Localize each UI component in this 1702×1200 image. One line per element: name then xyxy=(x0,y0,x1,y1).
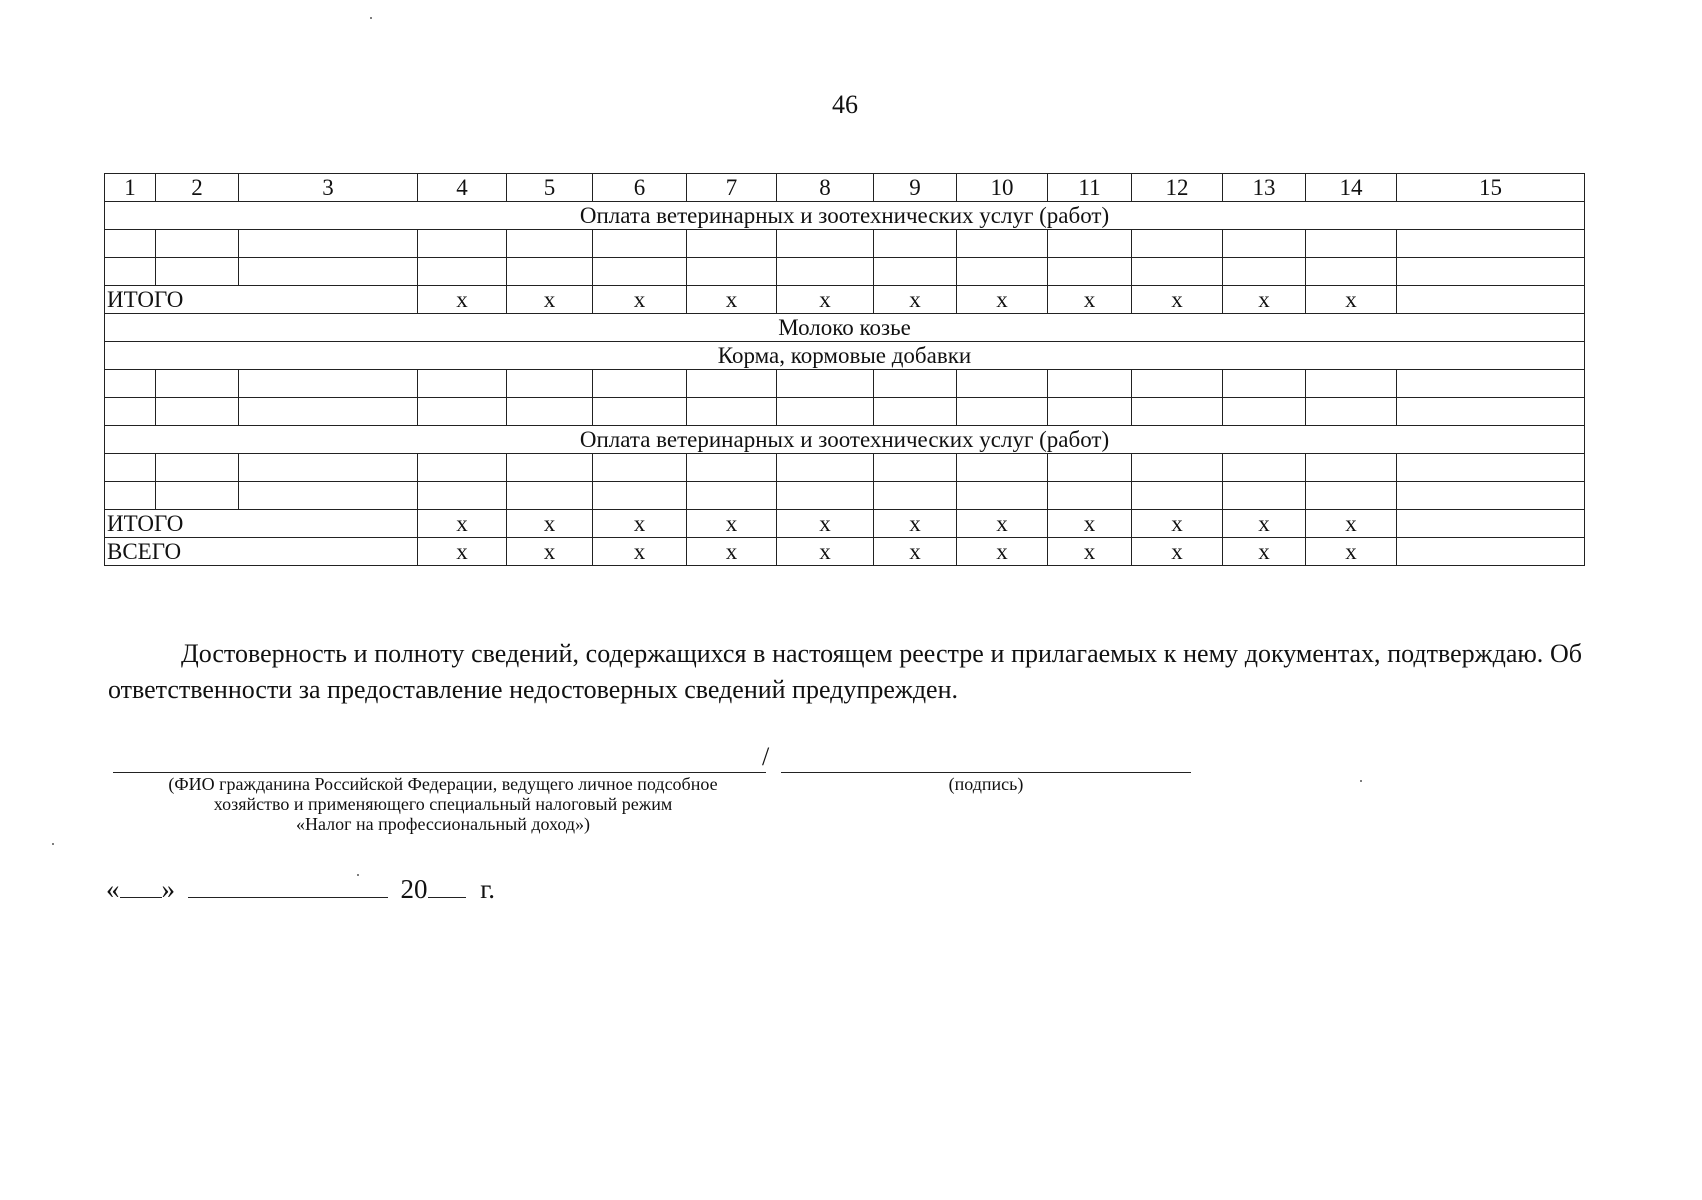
scan-speck xyxy=(357,874,359,876)
not-applicable-mark: х xyxy=(1306,510,1397,538)
empty-cell xyxy=(957,398,1048,426)
scan-speck xyxy=(370,17,372,19)
not-applicable-mark: х xyxy=(1048,286,1132,314)
empty-cell xyxy=(593,482,687,510)
empty-cell xyxy=(1397,370,1585,398)
section-heading-row xyxy=(105,314,1585,342)
empty-cell xyxy=(593,370,687,398)
empty-cell xyxy=(239,398,418,426)
empty-cell xyxy=(874,398,957,426)
empty-cell xyxy=(239,482,418,510)
empty-cell xyxy=(239,258,418,286)
empty-cell xyxy=(418,370,507,398)
column-number-cell: 1 xyxy=(105,174,156,202)
total-row xyxy=(105,538,1585,566)
empty-cell xyxy=(957,258,1048,286)
full-name-caption xyxy=(113,774,773,834)
column-number-cell: 8 xyxy=(777,174,874,202)
not-applicable-mark: х xyxy=(1132,538,1223,566)
not-applicable-mark: х xyxy=(777,510,874,538)
empty-cell xyxy=(593,258,687,286)
empty-cell xyxy=(1223,454,1306,482)
full-name-line xyxy=(113,772,766,773)
empty-cell xyxy=(239,454,418,482)
empty-cell xyxy=(156,258,239,286)
total-row xyxy=(105,286,1585,314)
empty-cell xyxy=(957,230,1048,258)
empty-cell xyxy=(1048,230,1132,258)
empty-cell xyxy=(1397,398,1585,426)
empty-cell xyxy=(957,370,1048,398)
empty-cell xyxy=(1223,482,1306,510)
empty-cell xyxy=(777,454,874,482)
empty-cell xyxy=(1397,538,1585,566)
empty-cell xyxy=(105,482,156,510)
year-blank xyxy=(428,877,466,898)
not-applicable-mark: х xyxy=(687,538,777,566)
empty-cell xyxy=(777,482,874,510)
date-close-quote: » xyxy=(161,874,175,904)
empty-cell xyxy=(1132,230,1223,258)
empty-data-row xyxy=(105,230,1585,258)
column-number-cell: 11 xyxy=(1048,174,1132,202)
not-applicable-mark: х xyxy=(1223,510,1306,538)
date-open-quote: « xyxy=(106,874,120,904)
month-blank xyxy=(188,877,388,898)
not-applicable-mark: х xyxy=(593,286,687,314)
not-applicable-mark: х xyxy=(957,538,1048,566)
empty-cell xyxy=(1397,286,1585,314)
empty-cell xyxy=(1132,258,1223,286)
scan-speck xyxy=(52,843,54,845)
section-heading-row xyxy=(105,426,1585,454)
certification-statement: Достоверность и полноту сведений, содержащихся в настоящем реестре и прилагаемых к нему документах, подтверждаю. Об ответственности за предоставление недостоверных сведений предупрежден. xyxy=(108,639,1582,704)
scan-speck xyxy=(1360,780,1362,782)
empty-cell xyxy=(1048,482,1132,510)
not-applicable-mark: х xyxy=(874,538,957,566)
column-number-cell: 2 xyxy=(156,174,239,202)
page-number: 46 xyxy=(832,90,858,119)
signature-separator: / xyxy=(762,742,770,771)
not-applicable-mark: х xyxy=(957,286,1048,314)
empty-cell xyxy=(1223,258,1306,286)
empty-cell xyxy=(507,230,593,258)
empty-cell xyxy=(1048,370,1132,398)
empty-data-row xyxy=(105,258,1585,286)
total-label: ВСЕГО xyxy=(105,538,418,566)
empty-cell xyxy=(687,398,777,426)
empty-cell xyxy=(105,258,156,286)
column-number-cell: 9 xyxy=(874,174,957,202)
empty-cell xyxy=(957,454,1048,482)
signature-line xyxy=(781,772,1191,773)
empty-cell xyxy=(874,230,957,258)
empty-cell xyxy=(1306,398,1397,426)
section-heading: Корма, кормовые добавки xyxy=(105,342,1585,370)
empty-cell xyxy=(156,370,239,398)
year-suffix: г. xyxy=(480,874,496,904)
empty-cell xyxy=(777,398,874,426)
empty-cell xyxy=(1397,454,1585,482)
not-applicable-mark: х xyxy=(507,538,593,566)
empty-cell xyxy=(507,454,593,482)
total-row xyxy=(105,510,1585,538)
empty-cell xyxy=(239,370,418,398)
not-applicable-mark: х xyxy=(687,510,777,538)
section-heading: Молоко козье xyxy=(105,314,1585,342)
empty-cell xyxy=(1223,370,1306,398)
not-applicable-mark: х xyxy=(593,538,687,566)
empty-cell xyxy=(156,454,239,482)
empty-cell xyxy=(1048,398,1132,426)
empty-cell xyxy=(874,258,957,286)
empty-cell xyxy=(874,370,957,398)
empty-cell xyxy=(687,258,777,286)
empty-cell xyxy=(1397,230,1585,258)
empty-cell xyxy=(593,454,687,482)
column-number-cell: 5 xyxy=(507,174,593,202)
empty-cell xyxy=(1223,230,1306,258)
column-number-cell: 15 xyxy=(1397,174,1585,202)
not-applicable-mark: х xyxy=(687,286,777,314)
not-applicable-mark: х xyxy=(957,510,1048,538)
empty-cell xyxy=(1048,454,1132,482)
empty-cell xyxy=(1306,454,1397,482)
empty-cell xyxy=(777,230,874,258)
empty-cell xyxy=(418,398,507,426)
empty-cell xyxy=(957,482,1048,510)
signature-caption: (подпись) xyxy=(948,774,1024,794)
not-applicable-mark: х xyxy=(874,286,957,314)
not-applicable-mark: х xyxy=(1306,538,1397,566)
not-applicable-mark: х xyxy=(593,510,687,538)
empty-data-row xyxy=(105,482,1585,510)
empty-cell xyxy=(1132,370,1223,398)
empty-cell xyxy=(105,454,156,482)
empty-cell xyxy=(1132,454,1223,482)
not-applicable-mark: х xyxy=(1223,286,1306,314)
empty-cell xyxy=(1397,482,1585,510)
full-name-caption-line: (ФИО гражданина Российской Федерации, ведущего личное подсобное xyxy=(168,774,718,794)
section-heading: Оплата ветеринарных и зоотехнических услуг (работ) xyxy=(105,426,1585,454)
empty-cell xyxy=(156,482,239,510)
not-applicable-mark: х xyxy=(507,286,593,314)
empty-cell xyxy=(105,370,156,398)
empty-cell xyxy=(239,230,418,258)
total-label: ИТОГО xyxy=(105,286,418,314)
total-label: ИТОГО xyxy=(105,510,418,538)
full-name-caption-line: хозяйство и применяющего специальный налоговый режим xyxy=(213,794,673,814)
full-name-caption-line: «Налог на профессиональный доход») xyxy=(296,814,590,834)
column-number-cell: 12 xyxy=(1132,174,1223,202)
registry-table xyxy=(104,173,1585,566)
empty-cell xyxy=(418,258,507,286)
empty-cell xyxy=(1048,258,1132,286)
empty-cell xyxy=(687,482,777,510)
not-applicable-mark: х xyxy=(1048,538,1132,566)
empty-cell xyxy=(874,454,957,482)
empty-cell xyxy=(777,370,874,398)
not-applicable-mark: х xyxy=(874,510,957,538)
empty-data-row xyxy=(105,398,1585,426)
section-heading-row xyxy=(105,342,1585,370)
empty-cell xyxy=(418,482,507,510)
not-applicable-mark: х xyxy=(418,286,507,314)
table-header-row xyxy=(105,174,1585,202)
empty-cell xyxy=(593,398,687,426)
column-number-cell: 14 xyxy=(1306,174,1397,202)
column-number-cell: 7 xyxy=(687,174,777,202)
column-number-cell: 10 xyxy=(957,174,1048,202)
not-applicable-mark: х xyxy=(1132,286,1223,314)
not-applicable-mark: х xyxy=(777,286,874,314)
empty-cell xyxy=(1223,398,1306,426)
empty-cell xyxy=(507,258,593,286)
empty-cell xyxy=(1397,258,1585,286)
column-number-cell: 4 xyxy=(418,174,507,202)
empty-cell xyxy=(1306,370,1397,398)
date-field xyxy=(106,874,495,905)
empty-cell xyxy=(507,398,593,426)
not-applicable-mark: х xyxy=(1223,538,1306,566)
empty-cell xyxy=(687,230,777,258)
empty-cell xyxy=(687,454,777,482)
empty-cell xyxy=(105,230,156,258)
not-applicable-mark: х xyxy=(507,510,593,538)
empty-cell xyxy=(1306,230,1397,258)
empty-cell xyxy=(1132,482,1223,510)
empty-cell xyxy=(156,230,239,258)
not-applicable-mark: х xyxy=(1306,286,1397,314)
empty-cell xyxy=(1306,258,1397,286)
empty-cell xyxy=(507,482,593,510)
not-applicable-mark: х xyxy=(777,538,874,566)
empty-cell xyxy=(777,258,874,286)
empty-cell xyxy=(418,454,507,482)
year-prefix: 20 xyxy=(400,874,428,904)
empty-cell xyxy=(1397,510,1585,538)
not-applicable-mark: х xyxy=(418,538,507,566)
empty-cell xyxy=(1132,398,1223,426)
section-heading: Оплата ветеринарных и зоотехнических услуг (работ) xyxy=(105,202,1585,230)
day-blank xyxy=(120,877,162,898)
not-applicable-mark: х xyxy=(1132,510,1223,538)
not-applicable-mark: х xyxy=(1048,510,1132,538)
empty-cell xyxy=(507,370,593,398)
empty-cell xyxy=(105,398,156,426)
empty-cell xyxy=(874,482,957,510)
empty-cell xyxy=(156,398,239,426)
column-number-cell: 3 xyxy=(239,174,418,202)
section-heading-row xyxy=(105,202,1585,230)
column-number-cell: 6 xyxy=(593,174,687,202)
empty-cell xyxy=(687,370,777,398)
not-applicable-mark: х xyxy=(418,510,507,538)
empty-data-row xyxy=(105,454,1585,482)
empty-cell xyxy=(418,230,507,258)
empty-cell xyxy=(593,230,687,258)
empty-data-row xyxy=(105,370,1585,398)
column-number-cell: 13 xyxy=(1223,174,1306,202)
empty-cell xyxy=(1306,482,1397,510)
